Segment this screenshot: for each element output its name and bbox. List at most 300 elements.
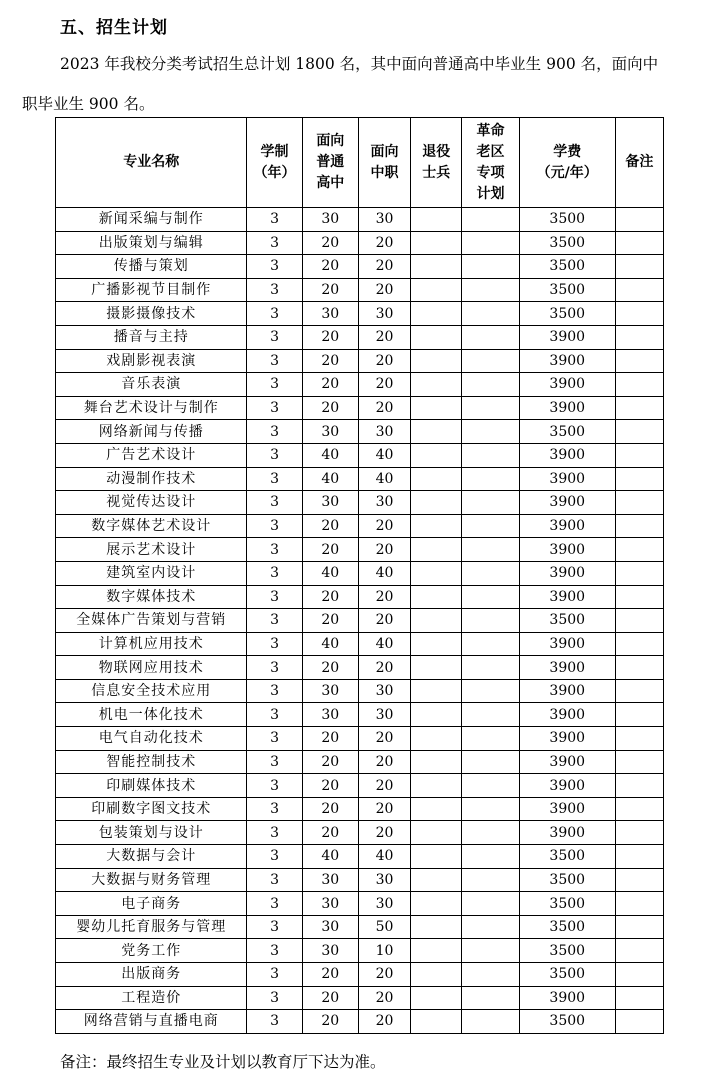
cell-tuition: 3900 [519, 656, 615, 680]
cell-general-highschool: 40 [302, 845, 358, 869]
intro-paragraph-line1: 2023 年我校分类考试招生总计划 1800 名，其中面向普通高中毕业生 900 名，面向中 [60, 55, 659, 73]
cell-duration: 3 [247, 443, 302, 467]
cell-major-name: 建筑室内设计 [56, 561, 247, 585]
table-row [56, 396, 664, 420]
cell-revolution-area-plan [462, 373, 519, 397]
cell-veteran [411, 561, 462, 585]
cell-vocational: 20 [358, 797, 410, 821]
cell-vocational: 30 [358, 302, 410, 326]
cell-revolution-area-plan [462, 632, 519, 656]
cell-veteran [411, 514, 462, 538]
cell-remark [615, 561, 663, 585]
cell-duration: 3 [247, 845, 302, 869]
cell-tuition: 3900 [519, 986, 615, 1010]
cell-remark [615, 231, 663, 255]
cell-major-name: 数字媒体艺术设计 [56, 514, 247, 538]
cell-duration: 3 [247, 986, 302, 1010]
table-row [56, 467, 664, 491]
cell-revolution-area-plan [462, 1010, 519, 1034]
table-row [56, 632, 664, 656]
cell-duration: 3 [247, 774, 302, 798]
cell-veteran [411, 491, 462, 515]
cell-vocational: 20 [358, 585, 410, 609]
cell-remark [615, 1010, 663, 1034]
cell-veteran [411, 278, 462, 302]
cell-remark [615, 774, 663, 798]
cell-duration: 3 [247, 939, 302, 963]
table-row [56, 821, 664, 845]
cell-vocational: 20 [358, 538, 410, 562]
cell-duration: 3 [247, 892, 302, 916]
cell-vocational: 30 [358, 868, 410, 892]
cell-remark [615, 420, 663, 444]
cell-tuition: 3900 [519, 514, 615, 538]
cell-tuition: 3500 [519, 302, 615, 326]
cell-major-name: 智能控制技术 [56, 750, 247, 774]
cell-remark [615, 278, 663, 302]
cell-remark [615, 845, 663, 869]
cell-duration: 3 [247, 821, 302, 845]
cell-veteran [411, 538, 462, 562]
cell-major-name: 广告艺术设计 [56, 443, 247, 467]
cell-general-highschool: 30 [302, 679, 358, 703]
header-tuition: 学费 （元/年） [519, 118, 615, 208]
cell-general-highschool: 20 [302, 396, 358, 420]
cell-duration: 3 [247, 514, 302, 538]
cell-duration: 3 [247, 373, 302, 397]
cell-veteran [411, 420, 462, 444]
table-row [56, 349, 664, 373]
table-row [56, 443, 664, 467]
cell-revolution-area-plan [462, 939, 519, 963]
cell-tuition: 3900 [519, 396, 615, 420]
cell-vocational: 30 [358, 892, 410, 916]
cell-revolution-area-plan [462, 208, 519, 232]
table-row [56, 774, 664, 798]
cell-duration: 3 [247, 349, 302, 373]
cell-general-highschool: 20 [302, 774, 358, 798]
cell-tuition: 3500 [519, 208, 615, 232]
table-row [56, 585, 664, 609]
cell-revolution-area-plan [462, 585, 519, 609]
cell-major-name: 出版策划与编辑 [56, 231, 247, 255]
cell-veteran [411, 609, 462, 633]
table-row [56, 727, 664, 751]
cell-veteran [411, 986, 462, 1010]
cell-general-highschool: 30 [302, 420, 358, 444]
cell-general-highschool: 20 [302, 278, 358, 302]
cell-major-name: 传播与策划 [56, 255, 247, 279]
cell-tuition: 3900 [519, 373, 615, 397]
cell-tuition: 3500 [519, 892, 615, 916]
cell-remark [615, 656, 663, 680]
cell-revolution-area-plan [462, 420, 519, 444]
cell-revolution-area-plan [462, 609, 519, 633]
cell-revolution-area-plan [462, 278, 519, 302]
cell-veteran [411, 797, 462, 821]
header-veteran: 退役 士兵 [411, 118, 462, 208]
cell-vocational: 20 [358, 325, 410, 349]
cell-remark [615, 396, 663, 420]
cell-tuition: 3900 [519, 750, 615, 774]
cell-vocational: 30 [358, 208, 410, 232]
cell-general-highschool: 30 [302, 491, 358, 515]
cell-major-name: 出版商务 [56, 963, 247, 987]
cell-tuition: 3500 [519, 915, 615, 939]
cell-major-name: 物联网应用技术 [56, 656, 247, 680]
cell-general-highschool: 20 [302, 750, 358, 774]
cell-revolution-area-plan [462, 868, 519, 892]
cell-vocational: 30 [358, 420, 410, 444]
cell-veteran [411, 585, 462, 609]
cell-revolution-area-plan [462, 514, 519, 538]
cell-veteran [411, 703, 462, 727]
table-row [56, 892, 664, 916]
header-vocational: 面向 中职 [358, 118, 410, 208]
intro-paragraph-line2: 职毕业生 900 名。 [22, 95, 155, 113]
cell-remark [615, 538, 663, 562]
cell-revolution-area-plan [462, 231, 519, 255]
cell-veteran [411, 325, 462, 349]
cell-remark [615, 821, 663, 845]
cell-duration: 3 [247, 797, 302, 821]
cell-duration: 3 [247, 278, 302, 302]
cell-duration: 3 [247, 656, 302, 680]
cell-major-name: 计算机应用技术 [56, 632, 247, 656]
cell-revolution-area-plan [462, 302, 519, 326]
table-row [56, 420, 664, 444]
cell-major-name: 数字媒体技术 [56, 585, 247, 609]
cell-general-highschool: 40 [302, 467, 358, 491]
cell-duration: 3 [247, 609, 302, 633]
cell-duration: 3 [247, 585, 302, 609]
cell-duration: 3 [247, 538, 302, 562]
cell-revolution-area-plan [462, 774, 519, 798]
cell-remark [615, 514, 663, 538]
cell-vocational: 20 [358, 514, 410, 538]
cell-tuition: 3900 [519, 727, 615, 751]
cell-vocational: 30 [358, 679, 410, 703]
cell-duration: 3 [247, 679, 302, 703]
cell-remark [615, 939, 663, 963]
cell-vocational: 40 [358, 632, 410, 656]
cell-major-name: 音乐表演 [56, 373, 247, 397]
cell-general-highschool: 20 [302, 821, 358, 845]
cell-remark [615, 632, 663, 656]
cell-remark [615, 302, 663, 326]
cell-vocational: 40 [358, 561, 410, 585]
cell-tuition: 3500 [519, 963, 615, 987]
cell-veteran [411, 679, 462, 703]
cell-veteran [411, 302, 462, 326]
cell-major-name: 大数据与财务管理 [56, 868, 247, 892]
cell-vocational: 10 [358, 939, 410, 963]
cell-veteran [411, 939, 462, 963]
cell-vocational: 40 [358, 467, 410, 491]
cell-remark [615, 585, 663, 609]
cell-tuition: 3900 [519, 491, 615, 515]
cell-remark [615, 750, 663, 774]
cell-revolution-area-plan [462, 561, 519, 585]
table-row [56, 561, 664, 585]
cell-remark [615, 868, 663, 892]
cell-veteran [411, 963, 462, 987]
cell-revolution-area-plan [462, 727, 519, 751]
cell-major-name: 机电一体化技术 [56, 703, 247, 727]
cell-vocational: 20 [358, 255, 410, 279]
cell-remark [615, 727, 663, 751]
cell-vocational: 40 [358, 845, 410, 869]
cell-remark [615, 491, 663, 515]
table-row [56, 1010, 664, 1034]
cell-veteran [411, 443, 462, 467]
cell-tuition: 3900 [519, 467, 615, 491]
cell-general-highschool: 20 [302, 325, 358, 349]
cell-revolution-area-plan [462, 349, 519, 373]
cell-major-name: 新闻采编与制作 [56, 208, 247, 232]
cell-major-name: 工程造价 [56, 986, 247, 1010]
cell-tuition: 3900 [519, 679, 615, 703]
cell-tuition: 3900 [519, 797, 615, 821]
cell-general-highschool: 20 [302, 727, 358, 751]
cell-general-highschool: 20 [302, 963, 358, 987]
cell-revolution-area-plan [462, 679, 519, 703]
table-row [56, 231, 664, 255]
cell-vocational: 20 [358, 986, 410, 1010]
cell-major-name: 印刷媒体技术 [56, 774, 247, 798]
cell-duration: 3 [247, 302, 302, 326]
cell-veteran [411, 396, 462, 420]
cell-tuition: 3900 [519, 585, 615, 609]
table-row [56, 703, 664, 727]
cell-major-name: 电子商务 [56, 892, 247, 916]
cell-duration: 3 [247, 208, 302, 232]
cell-veteran [411, 467, 462, 491]
cell-remark [615, 915, 663, 939]
header-major-name: 专业名称 [56, 118, 247, 208]
cell-veteran [411, 632, 462, 656]
cell-duration: 3 [247, 396, 302, 420]
cell-revolution-area-plan [462, 892, 519, 916]
cell-vocational: 20 [358, 963, 410, 987]
cell-vocational: 20 [358, 727, 410, 751]
cell-remark [615, 255, 663, 279]
cell-vocational: 20 [358, 821, 410, 845]
cell-major-name: 党务工作 [56, 939, 247, 963]
cell-remark [615, 325, 663, 349]
cell-tuition: 3900 [519, 325, 615, 349]
table-header-row [56, 118, 664, 208]
cell-general-highschool: 20 [302, 656, 358, 680]
cell-vocational: 30 [358, 703, 410, 727]
cell-veteran [411, 845, 462, 869]
footnote: 备注：最终招生专业及计划以教育厅下达为准。 [60, 1053, 386, 1071]
cell-duration: 3 [247, 561, 302, 585]
table-row [56, 302, 664, 326]
cell-general-highschool: 40 [302, 632, 358, 656]
cell-vocational: 50 [358, 915, 410, 939]
cell-duration: 3 [247, 632, 302, 656]
cell-duration: 3 [247, 467, 302, 491]
cell-tuition: 3900 [519, 703, 615, 727]
cell-major-name: 摄影摄像技术 [56, 302, 247, 326]
cell-tuition: 3500 [519, 939, 615, 963]
cell-general-highschool: 30 [302, 208, 358, 232]
cell-major-name: 印刷数字图文技术 [56, 797, 247, 821]
cell-tuition: 3500 [519, 1010, 615, 1034]
table-row [56, 491, 664, 515]
enrollment-plan-table [55, 117, 664, 1034]
cell-duration: 3 [247, 727, 302, 751]
cell-veteran [411, 373, 462, 397]
cell-general-highschool: 20 [302, 349, 358, 373]
cell-remark [615, 373, 663, 397]
cell-general-highschool: 30 [302, 939, 358, 963]
cell-general-highschool: 20 [302, 373, 358, 397]
cell-remark [615, 703, 663, 727]
cell-duration: 3 [247, 703, 302, 727]
cell-veteran [411, 915, 462, 939]
table-row [56, 278, 664, 302]
cell-major-name: 包装策划与设计 [56, 821, 247, 845]
table-row [56, 325, 664, 349]
header-duration: 学制 （年） [247, 118, 302, 208]
cell-revolution-area-plan [462, 491, 519, 515]
cell-vocational: 20 [358, 656, 410, 680]
table-row [56, 208, 664, 232]
cell-veteran [411, 1010, 462, 1034]
cell-remark [615, 208, 663, 232]
cell-tuition: 3500 [519, 231, 615, 255]
table-row [56, 963, 664, 987]
cell-revolution-area-plan [462, 963, 519, 987]
cell-tuition: 3500 [519, 420, 615, 444]
table-row [56, 915, 664, 939]
cell-tuition: 3900 [519, 821, 615, 845]
cell-major-name: 全媒体广告策划与营销 [56, 609, 247, 633]
cell-vocational: 20 [358, 373, 410, 397]
table-row [56, 373, 664, 397]
cell-remark [615, 986, 663, 1010]
cell-veteran [411, 255, 462, 279]
cell-remark [615, 349, 663, 373]
table-row [56, 679, 664, 703]
cell-general-highschool: 20 [302, 585, 358, 609]
table-row [56, 609, 664, 633]
table-body [56, 208, 664, 1034]
cell-major-name: 播音与主持 [56, 325, 247, 349]
cell-duration: 3 [247, 1010, 302, 1034]
cell-general-highschool: 30 [302, 302, 358, 326]
table-row [56, 656, 664, 680]
cell-revolution-area-plan [462, 797, 519, 821]
cell-tuition: 3500 [519, 868, 615, 892]
cell-tuition: 3500 [519, 845, 615, 869]
cell-remark [615, 609, 663, 633]
cell-tuition: 3500 [519, 255, 615, 279]
cell-remark [615, 443, 663, 467]
cell-general-highschool: 40 [302, 561, 358, 585]
cell-veteran [411, 892, 462, 916]
cell-duration: 3 [247, 255, 302, 279]
cell-revolution-area-plan [462, 325, 519, 349]
table-row [56, 986, 664, 1010]
cell-veteran [411, 750, 462, 774]
cell-general-highschool: 20 [302, 231, 358, 255]
cell-general-highschool: 20 [302, 255, 358, 279]
cell-revolution-area-plan [462, 821, 519, 845]
cell-veteran [411, 868, 462, 892]
cell-major-name: 动漫制作技术 [56, 467, 247, 491]
cell-tuition: 3900 [519, 443, 615, 467]
section-title: 五、招生计划 [60, 18, 168, 38]
cell-general-highschool: 20 [302, 986, 358, 1010]
cell-major-name: 婴幼儿托育服务与管理 [56, 915, 247, 939]
cell-revolution-area-plan [462, 986, 519, 1010]
cell-major-name: 电气自动化技术 [56, 727, 247, 751]
cell-major-name: 信息安全技术应用 [56, 679, 247, 703]
table-row [56, 868, 664, 892]
cell-general-highschool: 20 [302, 1010, 358, 1034]
cell-vocational: 20 [358, 1010, 410, 1034]
cell-revolution-area-plan [462, 845, 519, 869]
table-row [56, 514, 664, 538]
table-row [56, 797, 664, 821]
cell-general-highschool: 20 [302, 514, 358, 538]
cell-remark [615, 797, 663, 821]
cell-veteran [411, 821, 462, 845]
cell-major-name: 视觉传达设计 [56, 491, 247, 515]
table-row [56, 845, 664, 869]
cell-vocational: 20 [358, 609, 410, 633]
cell-tuition: 3900 [519, 561, 615, 585]
cell-tuition: 3500 [519, 609, 615, 633]
cell-remark [615, 963, 663, 987]
cell-major-name: 广播影视节目制作 [56, 278, 247, 302]
cell-general-highschool: 20 [302, 538, 358, 562]
cell-remark [615, 892, 663, 916]
cell-revolution-area-plan [462, 538, 519, 562]
table-row [56, 538, 664, 562]
table-row [56, 255, 664, 279]
cell-duration: 3 [247, 231, 302, 255]
cell-general-highschool: 30 [302, 915, 358, 939]
cell-tuition: 3900 [519, 774, 615, 798]
cell-veteran [411, 774, 462, 798]
cell-duration: 3 [247, 868, 302, 892]
cell-vocational: 20 [358, 349, 410, 373]
cell-general-highschool: 20 [302, 797, 358, 821]
cell-duration: 3 [247, 963, 302, 987]
cell-duration: 3 [247, 325, 302, 349]
cell-general-highschool: 20 [302, 609, 358, 633]
cell-major-name: 大数据与会计 [56, 845, 247, 869]
cell-tuition: 3500 [519, 278, 615, 302]
cell-vocational: 30 [358, 491, 410, 515]
cell-revolution-area-plan [462, 656, 519, 680]
cell-major-name: 展示艺术设计 [56, 538, 247, 562]
cell-remark [615, 679, 663, 703]
cell-duration: 3 [247, 915, 302, 939]
cell-major-name: 网络新闻与传播 [56, 420, 247, 444]
cell-veteran [411, 727, 462, 751]
cell-major-name: 舞台艺术设计与制作 [56, 396, 247, 420]
cell-vocational: 20 [358, 750, 410, 774]
header-remark: 备注 [615, 118, 663, 208]
cell-tuition: 3900 [519, 538, 615, 562]
cell-vocational: 40 [358, 443, 410, 467]
header-revolution-area-plan: 革命 老区 专项 计划 [462, 118, 519, 208]
